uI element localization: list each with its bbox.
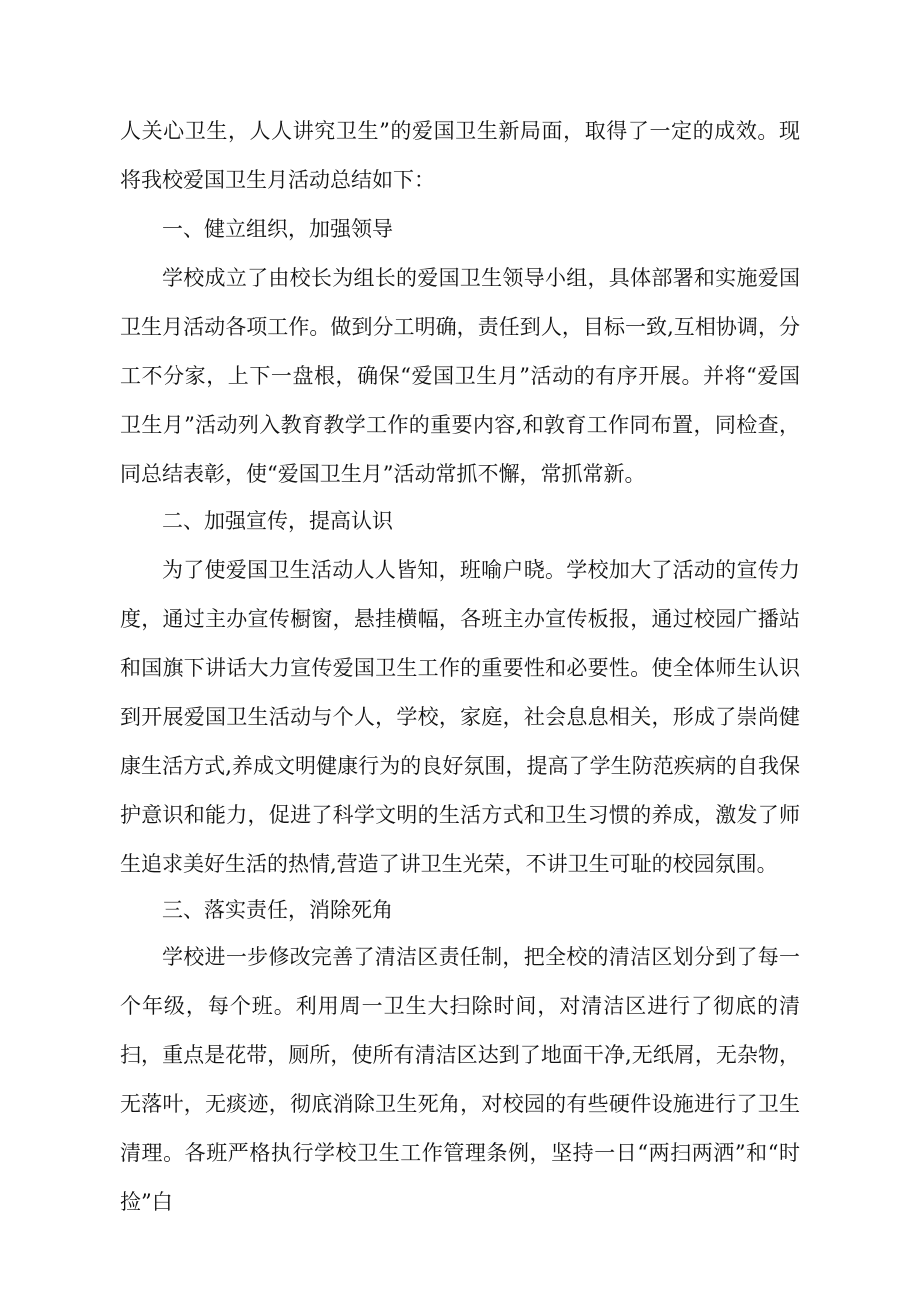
paragraph-section-1: 学校成立了由校长为组长的爱国卫生领导小组，具体部署和实施爱国卫生月活动各项工作。做到分工明确，责任到人，目标一致,互相协调，分工不分家，上下一盘根，确保“爱国卫生月”活动的有序开展。并将“爱国卫生月”活动列入教育教学工作的重要内容,和敦育工作同布置，同检查，同总结表彰，使“爱国卫生月”活动常抓不懈，常抓常新。 (120, 266, 800, 486)
paragraph-intro: 人关心卫生，人人讲究卫生”的爱国卫生新局面，取得了一定的成效。现将我校爱国卫生月活动总结如下： (120, 119, 800, 192)
paragraph-section-3: 学校进一步修改完善了清洁区责任制，把全校的清洁区划分到了每一个年级，每个班。利用周一卫生大扫除时间，对清洁区进行了彻底的清扫，重点是花带，厕所，使所有清洁区达到了地面干净,无纸屑，无杂物，无落叶，无痰迹，彻底消除卫生死角，对校园的有些硬件设施进行了卫生清理。各班严格执行学校卫生工作管理条例，坚持一日“两扫两洒”和“时捡”白 (120, 945, 800, 1214)
paragraph-section-2: 为了使爱国卫生活动人人皆知，班喻户晓。学校加大了活动的宣传力度，通过主办宣传橱窗，悬挂横幅，各班主办宣传板报，通过校园广播站和国旗下讲话大力宣传爱国卫生工作的重要性和必要性。使全体师生认识到开展爱国卫生活动与个人，学校，家庭，社会息息相关，形成了崇尚健康生活方式,养成文明健康行为的良好氛围，提高了学生防范疾病的自我保护意识和能力，促进了科学文明的生活方式和卫生习惯的养成，激发了师生追求美好生活的热情,营造了讲卫生光荣，不讲卫生可耻的校园氛围。 (120, 558, 800, 876)
section-heading-3: 三、落实责任，消除死角 (162, 898, 393, 922)
section-heading-2: 二、加强宣传，提高认识 (162, 509, 393, 533)
section-heading-1: 一、健立组织，加强领导 (162, 217, 393, 241)
